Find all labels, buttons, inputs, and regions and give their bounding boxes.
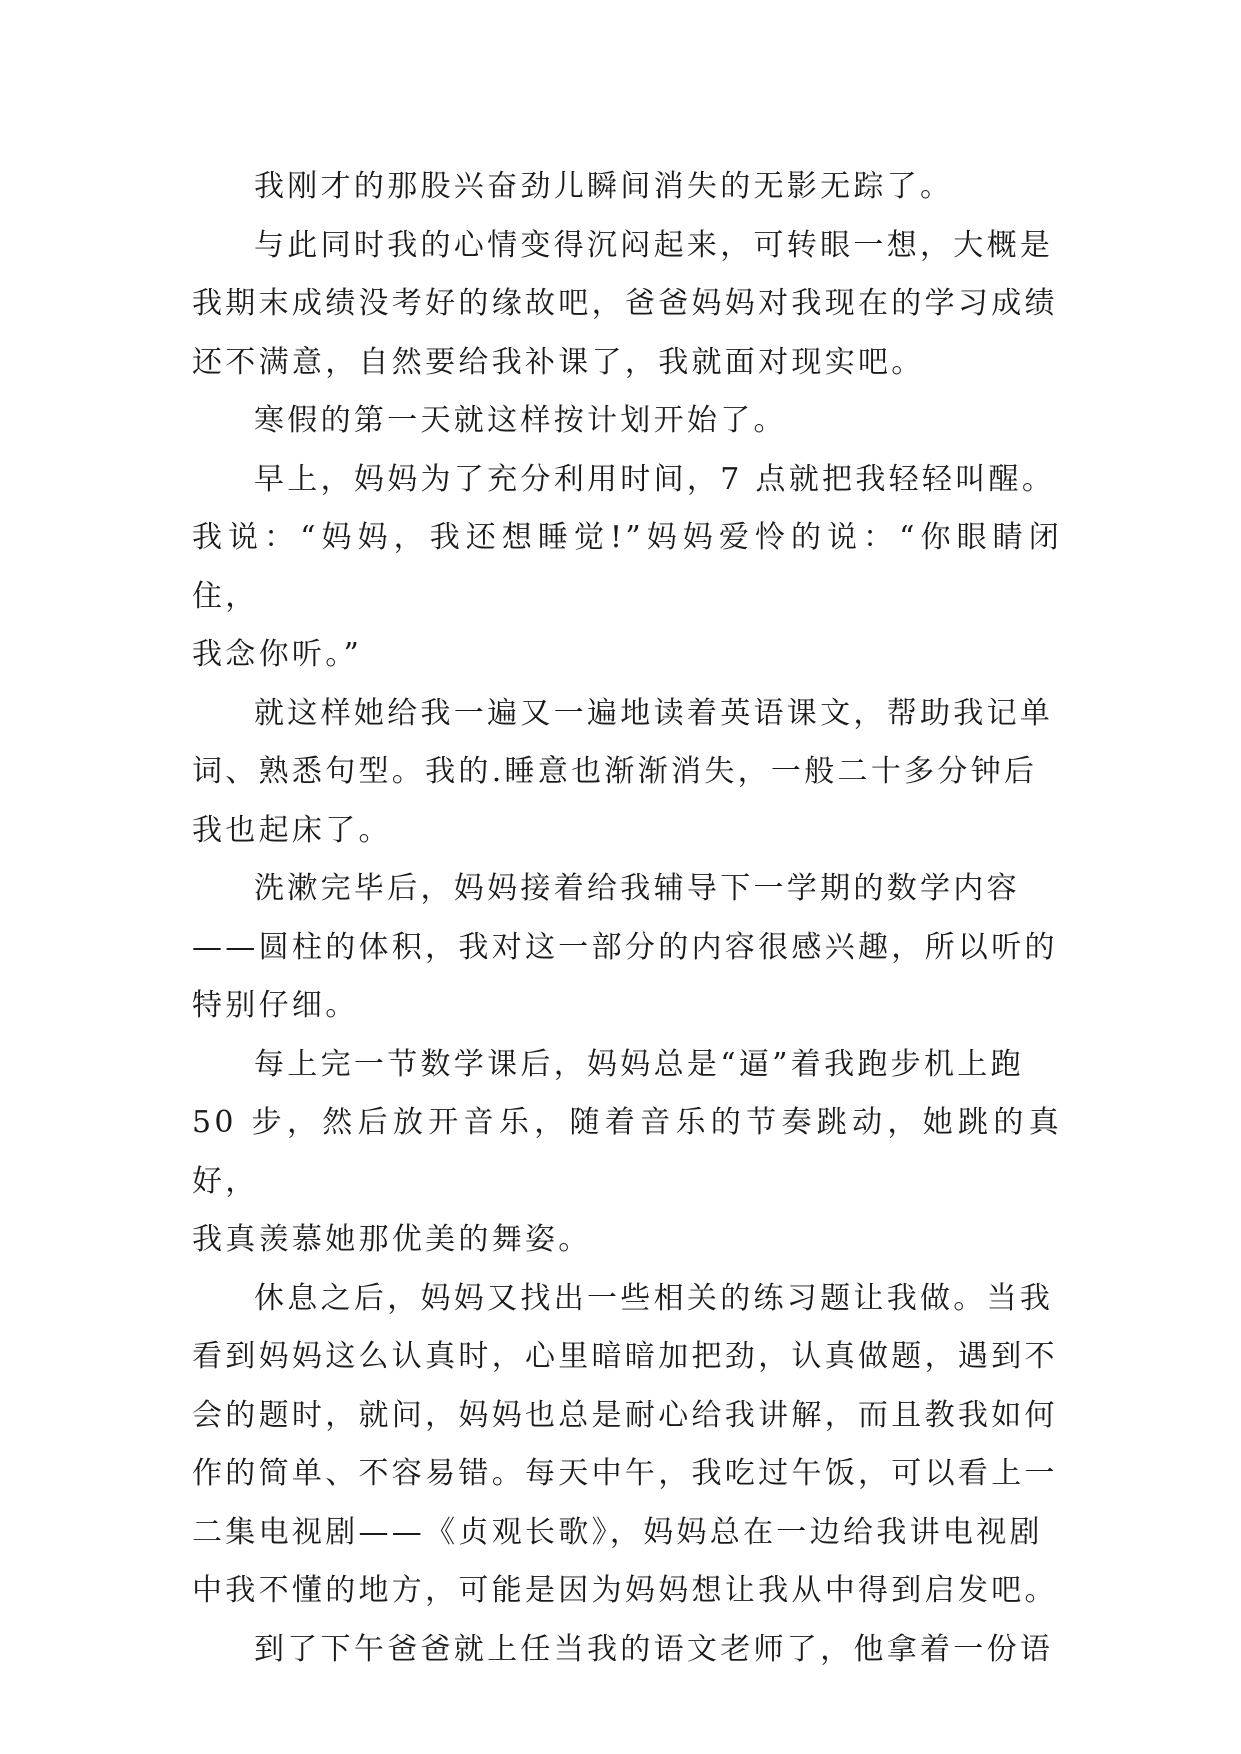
paragraph-8: 休息之后，妈妈又找出一些相关的练习题让我做。当我 看到妈妈这么认真时，心里暗暗加把劲，认真做题，遇到不 会的题时，就问，妈妈也总是耐心给我讲解，而且教我如何 作的简单、不容易错。每天中午，我吃过午饭，可以看上一 二集电视剧——《贞观长歌》，妈妈总在一边给我讲电视剧 中我不懂的地方，可能是因为妈妈想让我从中得到启发吧。 xyxy=(192,1280,1058,1608)
paragraph-6: 洗漱完毕后，妈妈接着给我辅导下一学期的数学内容 ——圆柱的体积，我对这一部分的内容很感兴趣，所以听的 特别仔细。 xyxy=(192,871,1058,1023)
paragraph-3: 寒假的第一天就这样按计划开始了。 xyxy=(254,403,787,438)
paragraph-1: 我刚才的那股兴奋劲儿瞬间消失的无影无踪了。 xyxy=(254,169,954,204)
paragraph-4: 早上，妈妈为了充分利用时间，7 点就把我轻轻叫醒。 我说：“妈妈，我还想睡觉!”妈妈爱怜的说：“你眼睛闭住， 我念你听。” xyxy=(192,461,1062,672)
document-body xyxy=(192,158,1062,1679)
paragraph-2: 与此同时我的心情变得沉闷起来，可转眼一想，大概是 我期末成绩没考好的缘故吧，爸爸妈妈对我现在的学习成绩 还不满意，自然要给我补课了，我就面对现实吧。 xyxy=(192,227,1058,380)
paragraph-9: 到了下午爸爸就上任当我的语文老师了，他拿着一份语 xyxy=(254,1631,1054,1667)
paragraph-5: 就这样她给我一遍又一遍地读着英语课文，帮助我记单 词、熟悉句型。我的.睡意也渐渐消失，一般二十多分钟后 我也起床了。 xyxy=(192,695,1054,848)
paragraph-7: 每上完一节数学课后，妈妈总是“逼”着我跑步机上跑 50 步，然后放开音乐，随着音乐的节奏跳动，她跳的真好， 我真羡慕她那优美的舞姿。 xyxy=(192,1046,1062,1257)
